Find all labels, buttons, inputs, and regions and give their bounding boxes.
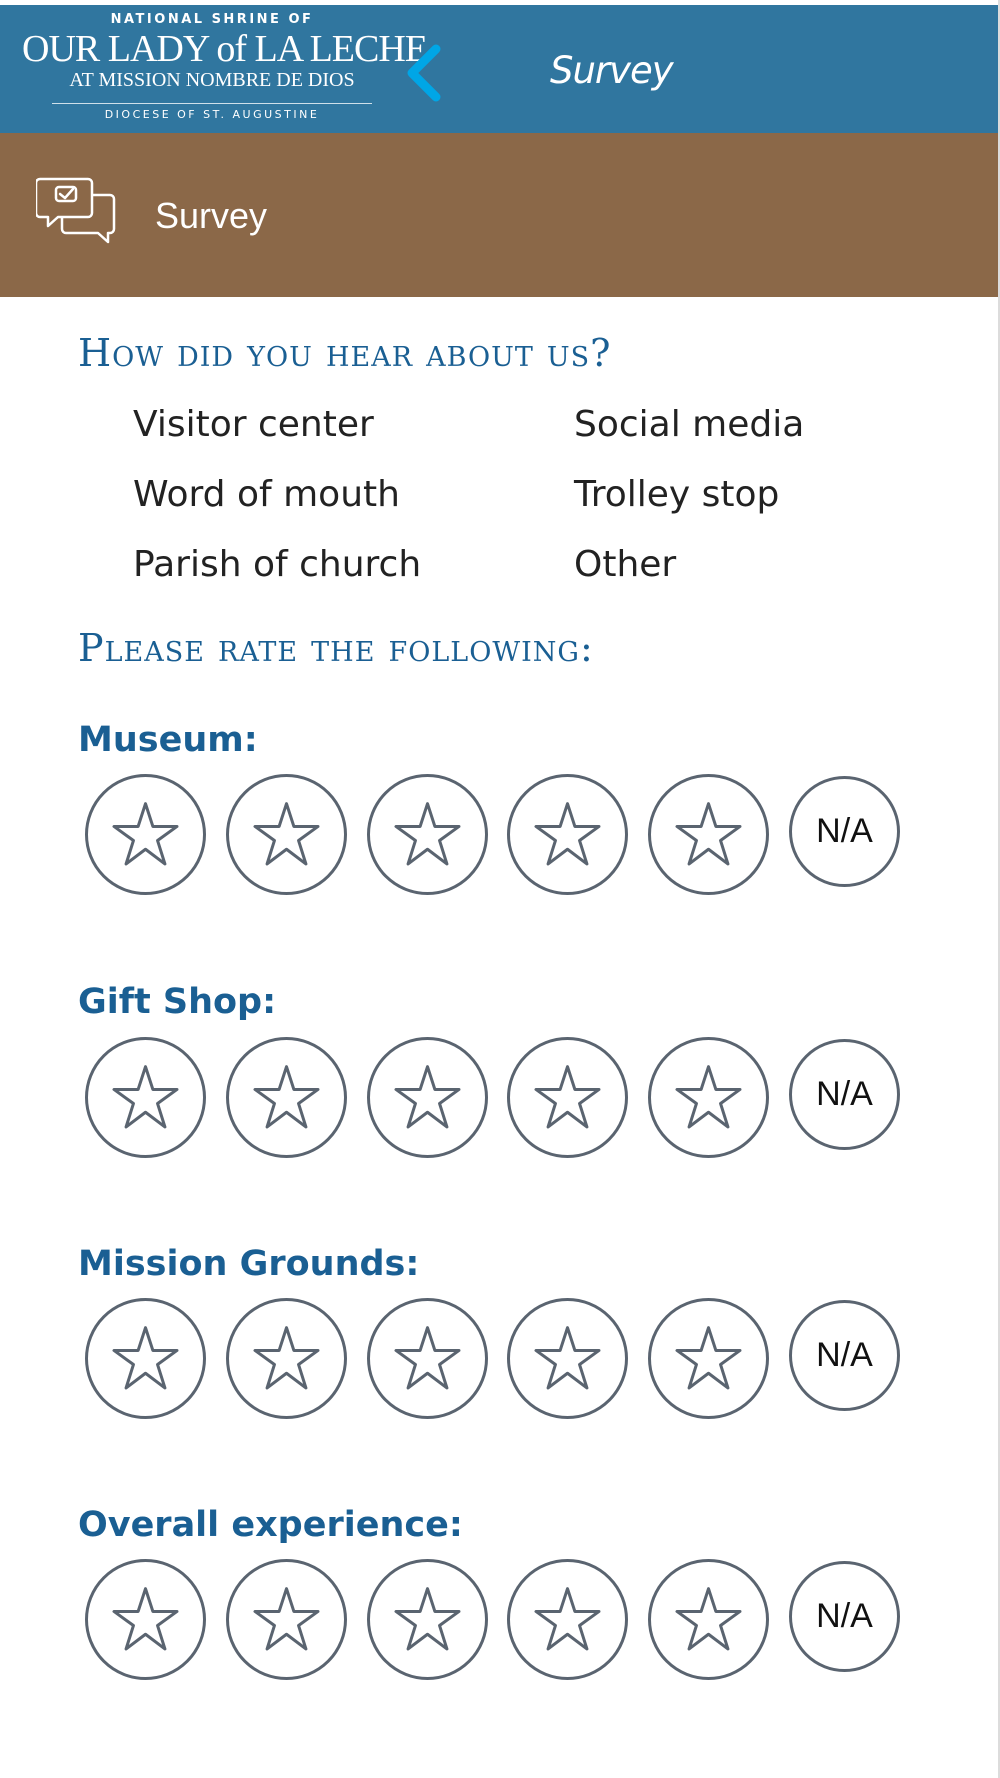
star-outline-icon	[534, 801, 601, 868]
na-button[interactable]: N/A	[789, 1300, 900, 1411]
star-5-button[interactable]	[648, 1037, 769, 1158]
top-bar	[0, 5, 998, 133]
star-outline-icon	[253, 1325, 320, 1392]
logo-divider	[52, 103, 372, 104]
star-5-button[interactable]	[648, 1559, 769, 1680]
star-outline-icon	[112, 1586, 179, 1653]
option-parish-of-church[interactable]: Parish of church	[133, 544, 422, 585]
rating-row-mission-grounds	[0, 1298, 998, 1428]
rating-row-overall-experience	[0, 1559, 998, 1689]
star-outline-icon	[534, 1064, 601, 1131]
star-outline-icon	[112, 801, 179, 868]
star-1-button[interactable]	[85, 1037, 206, 1158]
rating-row-gift-shop	[0, 1037, 998, 1167]
star-outline-icon	[112, 1064, 179, 1131]
star-4-button[interactable]	[507, 1037, 628, 1158]
rating-row-museum	[0, 774, 998, 904]
rating-label-mission-grounds: Mission Grounds:	[78, 1244, 420, 1284]
option-visitor-center[interactable]: Visitor center	[133, 404, 374, 445]
na-button[interactable]: N/A	[789, 776, 900, 887]
star-5-button[interactable]	[648, 1298, 769, 1419]
star-outline-icon	[675, 1586, 742, 1653]
star-4-button[interactable]	[507, 774, 628, 895]
back-button[interactable]	[400, 43, 450, 103]
star-outline-icon	[534, 1325, 601, 1392]
option-other[interactable]: Other	[574, 544, 677, 585]
logo-line-2: OUR LADY of LA LECHE	[22, 28, 427, 70]
star-5-button[interactable]	[648, 774, 769, 895]
na-button[interactable]: N/A	[789, 1561, 900, 1672]
star-1-button[interactable]	[85, 774, 206, 895]
star-outline-icon	[394, 801, 461, 868]
logo-line-1: NATIONAL SHRINE OF	[110, 12, 314, 27]
logo-line-4: DIOCESE OF ST. AUGUSTINE	[104, 108, 320, 121]
star-outline-icon	[394, 1064, 461, 1131]
star-outline-icon	[534, 1586, 601, 1653]
rating-label-overall-experience: Overall experience:	[78, 1505, 463, 1545]
option-trolley-stop[interactable]: Trolley stop	[574, 474, 780, 515]
star-3-button[interactable]	[367, 774, 488, 895]
page-title: Survey	[550, 49, 673, 92]
star-outline-icon	[394, 1586, 461, 1653]
star-1-button[interactable]	[85, 1559, 206, 1680]
option-word-of-mouth[interactable]: Word of mouth	[133, 474, 400, 515]
na-button[interactable]: N/A	[789, 1039, 900, 1150]
rating-label-museum: Museum:	[78, 720, 258, 760]
rating-label-gift-shop: Gift Shop:	[78, 982, 277, 1022]
star-outline-icon	[112, 1325, 179, 1392]
star-2-button[interactable]	[226, 774, 347, 895]
rate-heading: Please rate the following:	[78, 626, 594, 670]
star-3-button[interactable]	[367, 1298, 488, 1419]
section-title: Survey	[155, 195, 268, 236]
star-outline-icon	[253, 801, 320, 868]
star-2-button[interactable]	[226, 1298, 347, 1419]
hear-about-heading: How did you hear about us?	[78, 331, 612, 375]
chat-check-icon	[36, 173, 120, 245]
star-4-button[interactable]	[507, 1298, 628, 1419]
option-social-media[interactable]: Social media	[574, 404, 805, 445]
shrine-logo	[22, 5, 427, 133]
section-bar	[0, 133, 998, 297]
star-3-button[interactable]	[367, 1559, 488, 1680]
star-1-button[interactable]	[85, 1298, 206, 1419]
star-outline-icon	[253, 1586, 320, 1653]
star-outline-icon	[394, 1325, 461, 1392]
star-outline-icon	[675, 1064, 742, 1131]
star-outline-icon	[675, 1325, 742, 1392]
star-2-button[interactable]	[226, 1559, 347, 1680]
star-4-button[interactable]	[507, 1559, 628, 1680]
star-2-button[interactable]	[226, 1037, 347, 1158]
chevron-left-icon	[400, 43, 450, 103]
star-outline-icon	[675, 801, 742, 868]
star-outline-icon	[253, 1064, 320, 1131]
logo-line-3: AT MISSION NOMBRE DE DIOS	[69, 69, 355, 91]
star-3-button[interactable]	[367, 1037, 488, 1158]
